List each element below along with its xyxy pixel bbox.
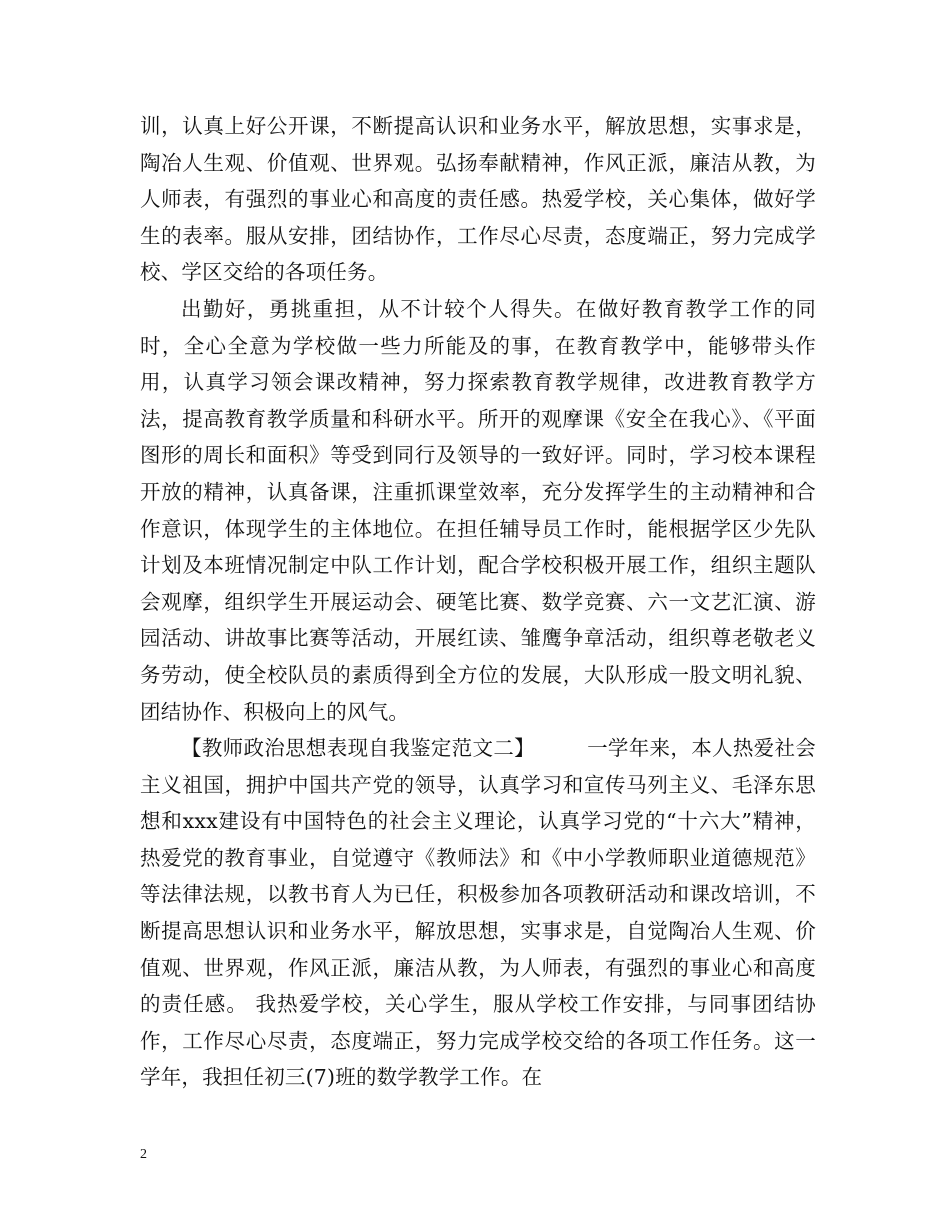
document-body (140, 108, 816, 1096)
paragraph-continuation: 训，认真上好公开课，不断提高认识和业务水平，解放思想，实事求是，陶冶人生观、价值观、世界观。弘扬奉献精神，作风正派，廉洁从教，为人师表，有强烈的事业心和高度的责任感。热爱学校，关心集体，做好学生的表率。服从安排，团结协作，工作尽心尽责，态度端正，努力完成学校、学区交给的各项任务。 (140, 114, 816, 285)
page-number: 2 (140, 1147, 147, 1162)
section-body: 一学年来，本人热爱社会主义祖国，拥护中国共产党的领导，认真学习和宣传马列主义、毛泽东思想和xxx建设有中国特色的社会主义理论，认真学习党的“十六大”精神，热爱党的教育事业，自觉遵守《教师法》和《中小学教师职业道德规范》等法律法规，以教书育人为已任，积极参加各项教研活动和课改培训，不断提高思想认识和业务水平，解放思想，实事求是，自觉陶冶人生观、价值观、世界观，作风正派，廉洁从教，为人师表，有强烈的事业心和高度的责任感。 我热爱学校，关心学生，服从学校工作安排，与同事团结协作，工作尽心尽责，态度端正，努力完成学校交给的各项工作任务。这一学年，我担任初三(7)班的数学教学工作。在 (140, 736, 817, 1090)
section-heading: 【教师政治思想表现自我鉴定范文二】 (181, 736, 535, 761)
paragraph-attendance: 出勤好，勇挑重担，从不计较个人得失。在做好教育教学工作的同时，全心全意为学校做一些力所能及的事，在教育教学中，能够带头作用，认真学习领会课改精神，努力探索教育教学规律，改进教育教学方法，提高教育教学质量和科研水平。所开的观摩课《安全在我心》、《平面图形的周长和面积》等受到同行及领导的一致好评。同时，学习校本课程开放的精神，认真备课，注重抓课堂效率，充分发挥学生的主动精神和合作意识，体现学生的主体地位。在担任辅导员工作时，能根据学区少先队计划及本班情况制定中队工作计划，配合学校积极开展工作，组织主题队会观摩，组织学生开展运动会、硬笔比赛、数学竞赛、六一文艺汇演、游园活动、讲故事比赛等活动，开展红读、雏鹰争章活动，组织尊老敬老义务劳动，使全校队员的素质得到全方位的发展，大队形成一股文明礼貌、团结协作、积极向上的风气。 (140, 296, 816, 724)
paragraph-sample-two (140, 730, 816, 1096)
